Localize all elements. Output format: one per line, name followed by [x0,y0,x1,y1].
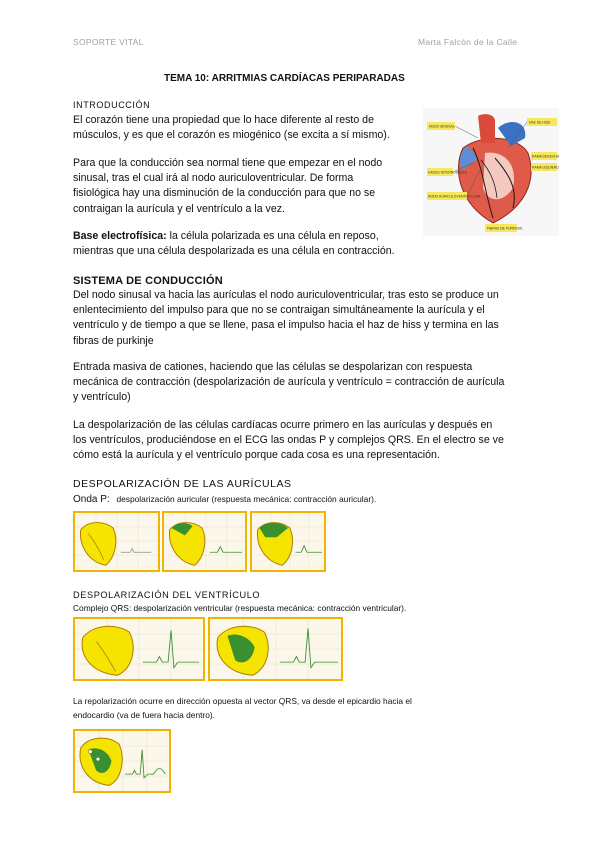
atria-caption [73,494,376,505]
conduction-p2 [73,360,553,406]
text-line: endocardio (va de fuera hacia dentro). [73,710,215,720]
label-haces-internodales: HACES INTERNODALES [428,170,468,175]
ventricle-figure-1 [73,617,205,681]
onda-p-text: despolarización auricular (respuesta mecánica: contracción auricular). [116,494,377,504]
text-line: Entrada masiva de cationes, haciendo que las células se despolarizan con respuesta [73,361,473,373]
atria-heading: DESPOLARIZACIÓN DE LAS AURÍCULAS [73,478,292,490]
atria-figure-3 [250,511,326,572]
onda-p-label: Onda P: [73,494,110,505]
text-line: y ventrículo) [73,391,131,404]
page-title: TEMA 10: ARRITMIAS CARDÍACAS PERIPARADAS [164,73,405,84]
bold-term: Base electrofísica: [73,230,167,242]
text-line: mientras que una célula despolarizada es una célula en contracción. [73,245,395,258]
ventricle-heading: DESPOLARIZACIÓN DEL VENTRÍCULO [73,590,261,600]
label-rama-izquierda: RAMA IZQUIERDA [532,165,559,170]
ventricle-figure-2 [208,617,343,681]
intro-p1 [73,113,390,143]
text-span: la célula polarizada es una célula en reposo, [166,230,379,242]
label-nodo-sinusal: NODO SINUSAL [429,124,455,129]
text-line: fisiológica hay una disminución de la conducción para que no se [73,187,376,200]
repolarization-figure [73,729,171,793]
text-line: mecánica de contracción (despolarización de aurícula y ventrículo = contracción de aurícula [73,376,505,389]
text-line: El corazón tiene una propiedad que lo hace diferente al resto de [73,114,374,126]
label-haz-hiss: HAZ DE HISS [529,120,551,125]
text-line: La repolarización ocurre en dirección opuesta al vector QRS, va desde el epicardio hacia el [73,696,412,706]
label-nodo-av: NODO AURICULOVENTRICULAR [428,194,481,199]
text-line [73,229,395,244]
label-rama-derecha: RAMA DERECHA [532,154,559,159]
text-line: La despolarización de las células cardíacas ocurre primero en las aurículas y después en [73,419,493,431]
heart-conduction-diagram [423,108,559,236]
header-right: Marta Falcón de la Calle [418,37,518,47]
intro-p3 [73,229,395,259]
repolarization-text [73,694,412,722]
header-left: SOPORTE VITAL [73,37,144,47]
atria-figure-2 [162,511,247,572]
text-line: ventrículo y de tiempo a que se llene, pasa el impulso hacia el haz de hiss y termina en las [73,319,499,332]
text-line: fibras de purkinje [73,334,154,347]
text-line: enlentecimiento del impulso para que no se contraigan simultáneamente la aurícula y el [73,304,485,317]
conduction-p3 [73,418,553,464]
atria-figure-1 [73,511,160,572]
conduction-heading: SISTEMA DE CONDUCCIÓN [73,275,223,287]
conduction-p1 [73,288,553,349]
text-line: contraigan la aurícula y el ventrículo a la vez. [73,202,285,215]
intro-heading: INTRODUCCIÓN [73,100,151,110]
text-line: músculos, y es que el corazón es miogénico (se excita a sí mismo). [73,129,390,142]
text-line: Del nodo sinusal va hacia las aurículas el nodo auriculoventricular, tras esto se produce un [73,289,499,301]
text-line: sinusal, tras el cual irá al nodo auriculoventricular. De forma [73,172,354,185]
text-line: cómo está la aurícula y el ventrículo porque cada cosa es una representación. [73,449,440,462]
ventricle-text: Complejo QRS: despolarización ventricular (respuesta mecánica: contracción ventricular). [73,603,407,613]
text-line: los ventrículos, produciéndose en el ECG las ondas P y complejos QRS. En el electro se ve [73,434,504,447]
label-purkinje: FIBRAS DE PURKINJE [487,226,523,231]
text-line: Para que la conducción sea normal tiene que empezar en el nodo [73,157,383,169]
intro-p2 [73,156,382,217]
